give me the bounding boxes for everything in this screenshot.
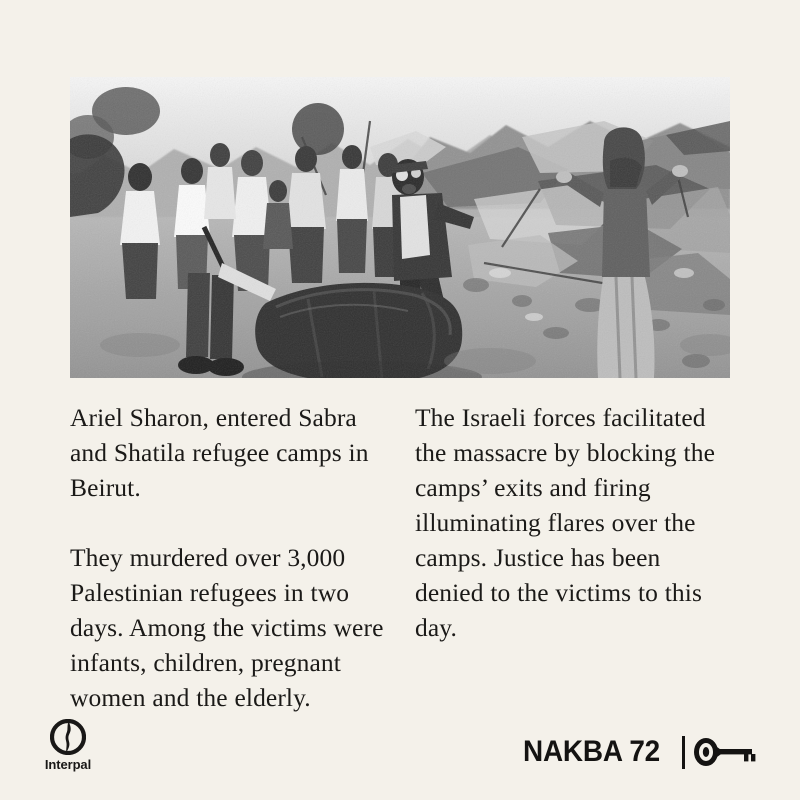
paragraph-left-1: Ariel Sharon, entered Sabra and Shatila refugee camps in Beirut. bbox=[70, 403, 369, 502]
paragraph-left-2: They murdered over 3,000 Palestinian refugees in two days. Among the victims were infants, children, pregnant women and the elderly. bbox=[70, 543, 384, 712]
interpal-circle-palestine-icon bbox=[50, 719, 86, 755]
text-column-left bbox=[70, 400, 400, 715]
nakba-label: NAKBA 72 bbox=[522, 735, 660, 768]
interpal-logo[interactable] bbox=[32, 719, 104, 777]
nakba-campaign-lockup[interactable] bbox=[523, 735, 756, 769]
nakba-divider bbox=[682, 736, 685, 769]
interpal-wordmark: Interpal bbox=[44, 757, 92, 772]
key-icon bbox=[694, 738, 756, 766]
paragraph-right-1: The Israeli forces facilitated the massacre by blocking the camps’ exits and firing illuminating flares over the camps. Justice has been denied to the victims to this day. bbox=[415, 403, 715, 642]
text-column-right bbox=[415, 400, 730, 645]
sabra-shatila-massacre-photo bbox=[70, 77, 730, 378]
